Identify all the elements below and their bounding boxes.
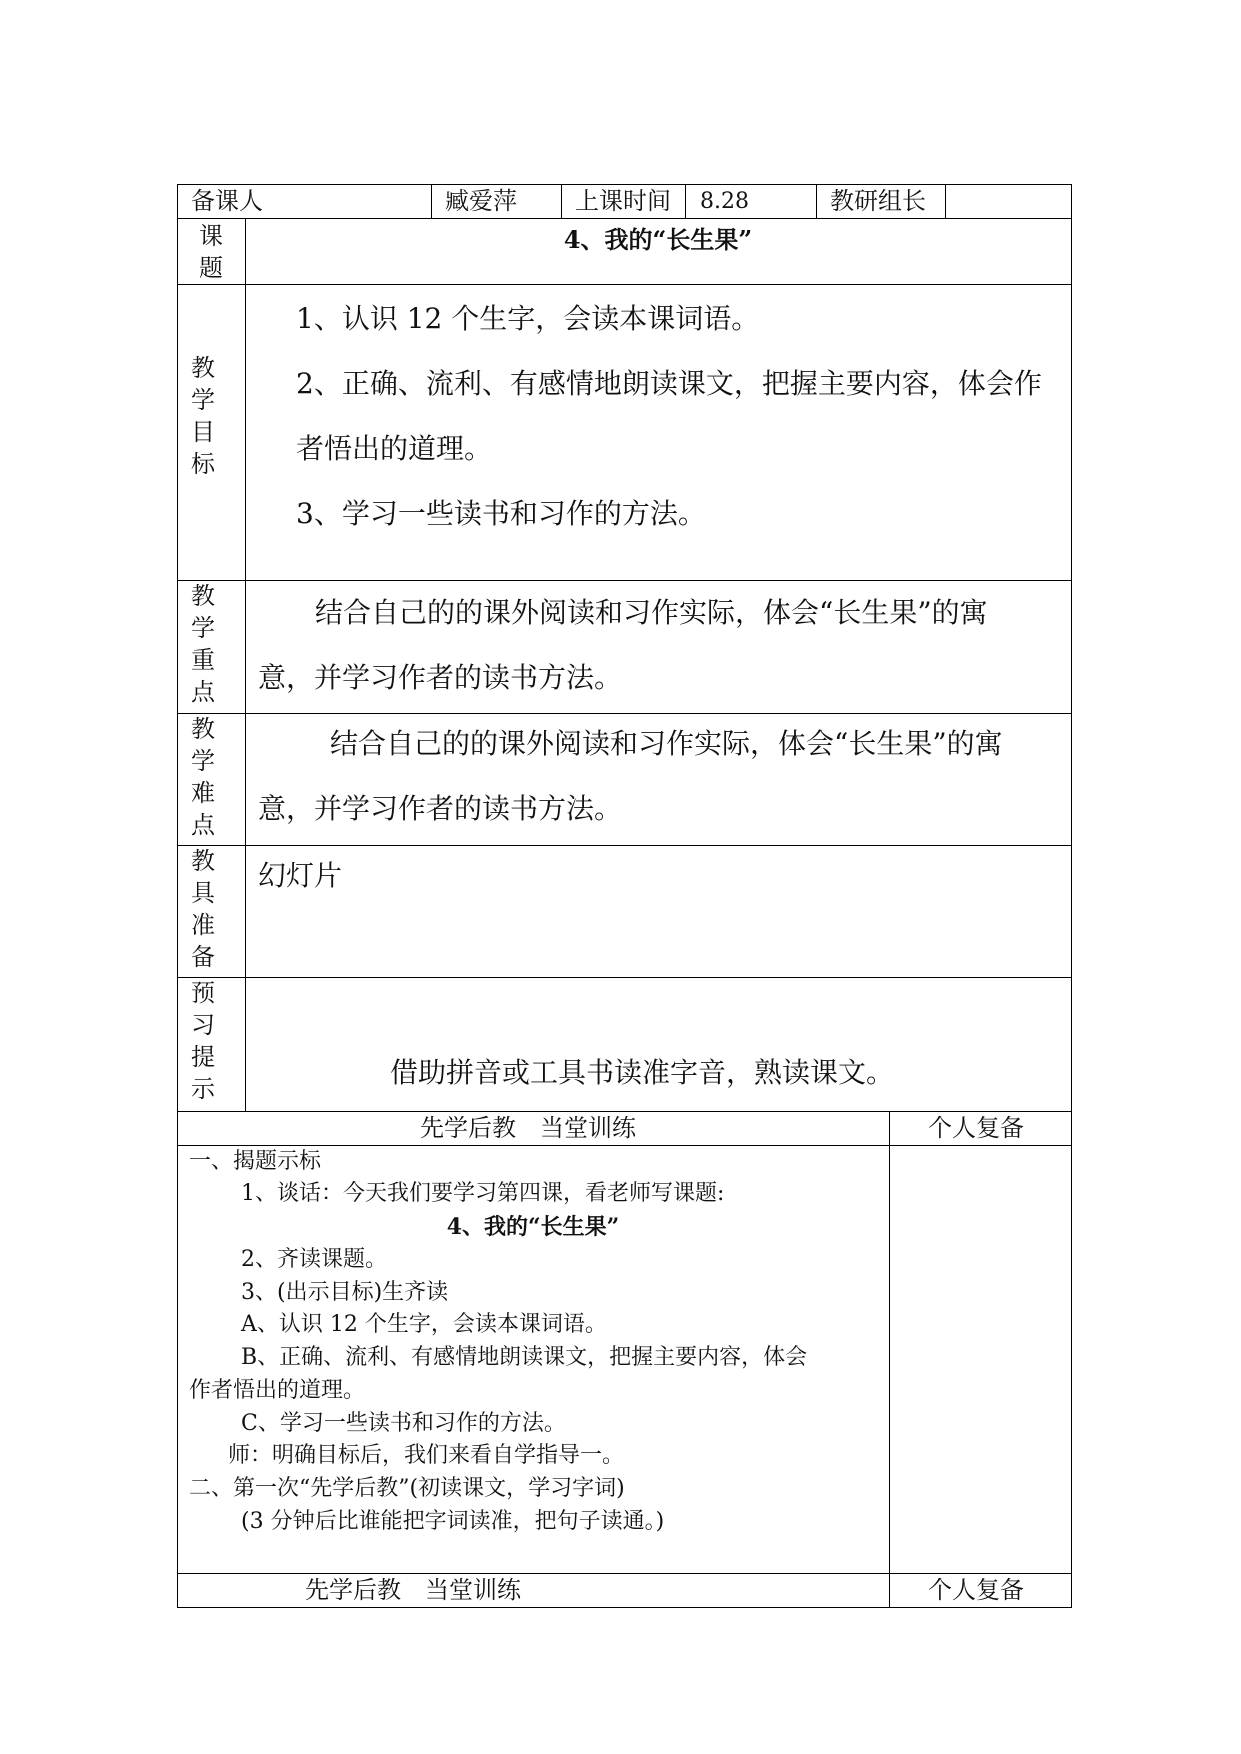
row-divider [177, 845, 1072, 846]
section2-header-left: 先学后教 当堂训练 [305, 1576, 521, 1604]
row-divider [177, 580, 1072, 581]
tools-label: 教具准备 [191, 847, 215, 971]
content-line: B、正确、流利、有感情地朗读课文，把握主要内容，体会 [241, 1345, 808, 1370]
content-line: C、学习一些读书和习作的方法。 [241, 1411, 566, 1436]
header-divider [561, 184, 562, 218]
difficulties-line: 意，并学习作者的读书方法。 [258, 792, 623, 825]
group-leader-label: 教研组长 [830, 187, 926, 215]
tools-value: 幻灯片 [258, 859, 343, 892]
content-line: 作者悟出的道理。 [189, 1378, 366, 1403]
section-header-divider [177, 1145, 1072, 1146]
objectives-label: 教学目标 [191, 354, 215, 478]
difficulties-line: 结合自己的的课外阅读和习作实际，体会“长生果”的寓 [330, 727, 1003, 760]
content-line: 1、谈话：今天我们要学习第四课，看老师写课题: [241, 1181, 725, 1206]
topic-title: 4、我的“长生果” [563, 225, 753, 254]
section-column-divider [889, 1111, 890, 1608]
content-line: A、认识 12 个生字，会读本课词语。 [241, 1312, 607, 1337]
content-line: 二、第一次“先学后教”(初读课文，学习字词) [189, 1476, 625, 1501]
content-line-title: 4、我的“长生果” [446, 1214, 620, 1240]
objective-line: 2、正确、流利、有感情地朗读课文，把握主要内容，体会作 [296, 367, 1042, 400]
table-border-left [177, 184, 178, 1112]
row-divider [177, 1111, 1072, 1112]
section-header-right: 个人复备 [928, 1114, 1024, 1142]
header-divider [945, 184, 946, 218]
header-divider [431, 184, 432, 218]
preparer-name: 臧爱萍 [445, 187, 517, 215]
table-border-top [177, 184, 1072, 185]
key-points-line: 结合自己的的课外阅读和习作实际，体会“长生果”的寓 [315, 596, 988, 629]
header-divider [685, 184, 686, 218]
section-header-left: 先学后教 当堂训练 [420, 1114, 636, 1142]
row-divider [177, 284, 1072, 285]
preview-label: 预习提示 [191, 979, 215, 1103]
content-line: 一、揭题示标 [189, 1149, 322, 1174]
objective-line: 3、学习一些读书和习作的方法。 [296, 497, 706, 530]
topic-label: 课题 [199, 222, 223, 282]
class-time-value: 8.28 [700, 189, 749, 214]
header-row-divider [177, 218, 1072, 219]
preparer-label: 备课人 [191, 187, 263, 215]
objective-line: 者悟出的道理。 [296, 432, 493, 465]
section-border-left [177, 1111, 178, 1608]
content-line: 师：明确目标后，我们来看自学指导一。 [228, 1443, 625, 1468]
row-divider [177, 977, 1072, 978]
key-points-line: 意，并学习作者的读书方法。 [258, 661, 623, 694]
objective-line: 1、认识 12 个生字，会读本课词语。 [296, 302, 760, 335]
table-border-right [1071, 184, 1072, 1112]
content-line: (3 分钟后比谁能把字词读准，把句子读通。) [241, 1509, 665, 1534]
header-divider [816, 184, 817, 218]
content-line: 3、(出示目标)生齐读 [241, 1280, 449, 1305]
section-border-bottom [177, 1607, 1072, 1608]
section2-header-right: 个人复备 [928, 1576, 1024, 1604]
row-divider [177, 713, 1072, 714]
preview-value: 借助拼音或工具书读准字音，熟读课文。 [390, 1056, 895, 1089]
section-divider [177, 1573, 1072, 1574]
difficulties-label: 教学难点 [191, 715, 215, 839]
class-time-label: 上课时间 [575, 187, 671, 215]
content-line: 2、齐读课题。 [241, 1247, 387, 1272]
key-points-label: 教学重点 [191, 582, 215, 706]
section-border-right [1071, 1111, 1072, 1608]
